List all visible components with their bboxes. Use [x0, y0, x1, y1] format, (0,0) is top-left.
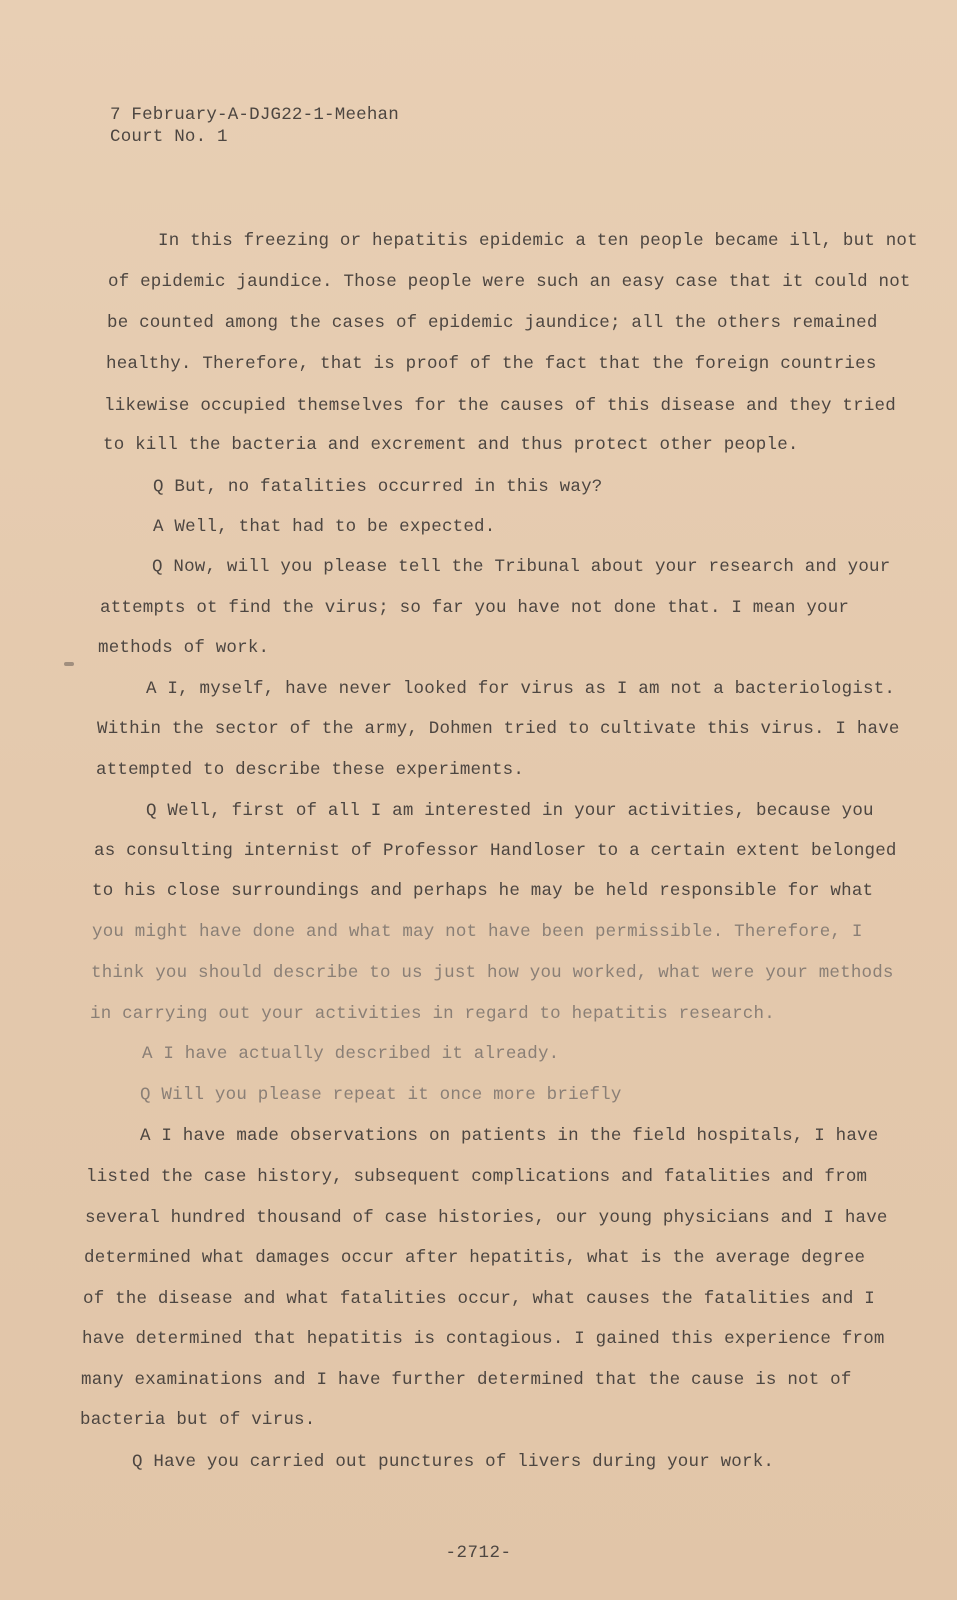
ink-mark — [64, 662, 74, 666]
question-line: Q Well, first of all I am interested in your activities, because you — [146, 801, 874, 821]
question-line: Q Have you carried out punctures of livers during your work. — [132, 1452, 775, 1472]
text-line: many examinations and I have further determined that the cause is not of — [81, 1370, 852, 1390]
text-line: In this freezing or hepatitis epidemic a ten people became ill, but not — [158, 231, 918, 251]
text-line: of the disease and what fatalities occur, what causes the fatalities and I — [83, 1289, 875, 1309]
question-line: Q Now, will you please tell the Tribunal about your research and your — [152, 557, 891, 577]
text-line: healthy. Therefore, that is proof of the fact that the foreign countries — [106, 354, 877, 374]
question-line: Q Will you please repeat it once more briefly — [140, 1085, 622, 1105]
text-line: to his close surroundings and perhaps he may be held responsible for what — [92, 881, 874, 901]
text-line: be counted among the cases of epidemic jaundice; all the others remained — [107, 313, 878, 333]
text-line: to kill the bacteria and excrement and thus protect other people. — [103, 435, 799, 455]
text-line: Within the sector of the army, Dohmen tried to cultivate this virus. I have — [97, 719, 900, 739]
page-number: -2712- — [445, 1543, 512, 1563]
answer-line: A Well, that had to be expected. — [153, 517, 496, 537]
text-line: methods of work. — [98, 638, 270, 658]
question-line: Q But, no fatalities occurred in this way? — [153, 477, 603, 497]
text-line: of epidemic jaundice. Those people were such an easy case that it could not — [108, 272, 911, 292]
document-header — [110, 104, 399, 148]
text-line: think you should describe to us just how you worked, what were your methods — [91, 963, 894, 983]
text-line: likewise occupied themselves for the causes of this disease and they tried — [104, 396, 896, 416]
text-line: several hundred thousand of case histories, our young physicians and I have — [85, 1208, 888, 1228]
answer-line: A I have made observations on patients in the field hospitals, I have — [140, 1126, 879, 1146]
text-line: listed the case history, subsequent complications and fatalities and from — [86, 1167, 868, 1187]
text-line: attempts ot find the virus; so far you have not done that. I mean your — [100, 598, 850, 618]
text-line: attempted to describe these experiments. — [96, 760, 525, 780]
text-line: determined what damages occur after hepatitis, what is the average degree — [84, 1248, 866, 1268]
text-line: as consulting internist of Professor Handloser to a certain extent belonged — [94, 841, 897, 861]
answer-line: A I, myself, have never looked for virus as I am not a bacteriologist. — [146, 679, 896, 699]
answer-line: A I have actually described it already. — [142, 1044, 560, 1064]
text-line: bacteria but of virus. — [80, 1410, 316, 1430]
header-court: Court No. 1 — [110, 127, 228, 147]
text-line: have determined that hepatitis is contagious. I gained this experience from — [82, 1329, 885, 1349]
text-line: in carrying out your activities in regard to hepatitis research. — [90, 1004, 775, 1024]
text-line: you might have done and what may not have been permissible. Therefore, I — [92, 922, 863, 942]
header-reference: 7 February-A-DJG22-1-Meehan — [110, 105, 399, 125]
